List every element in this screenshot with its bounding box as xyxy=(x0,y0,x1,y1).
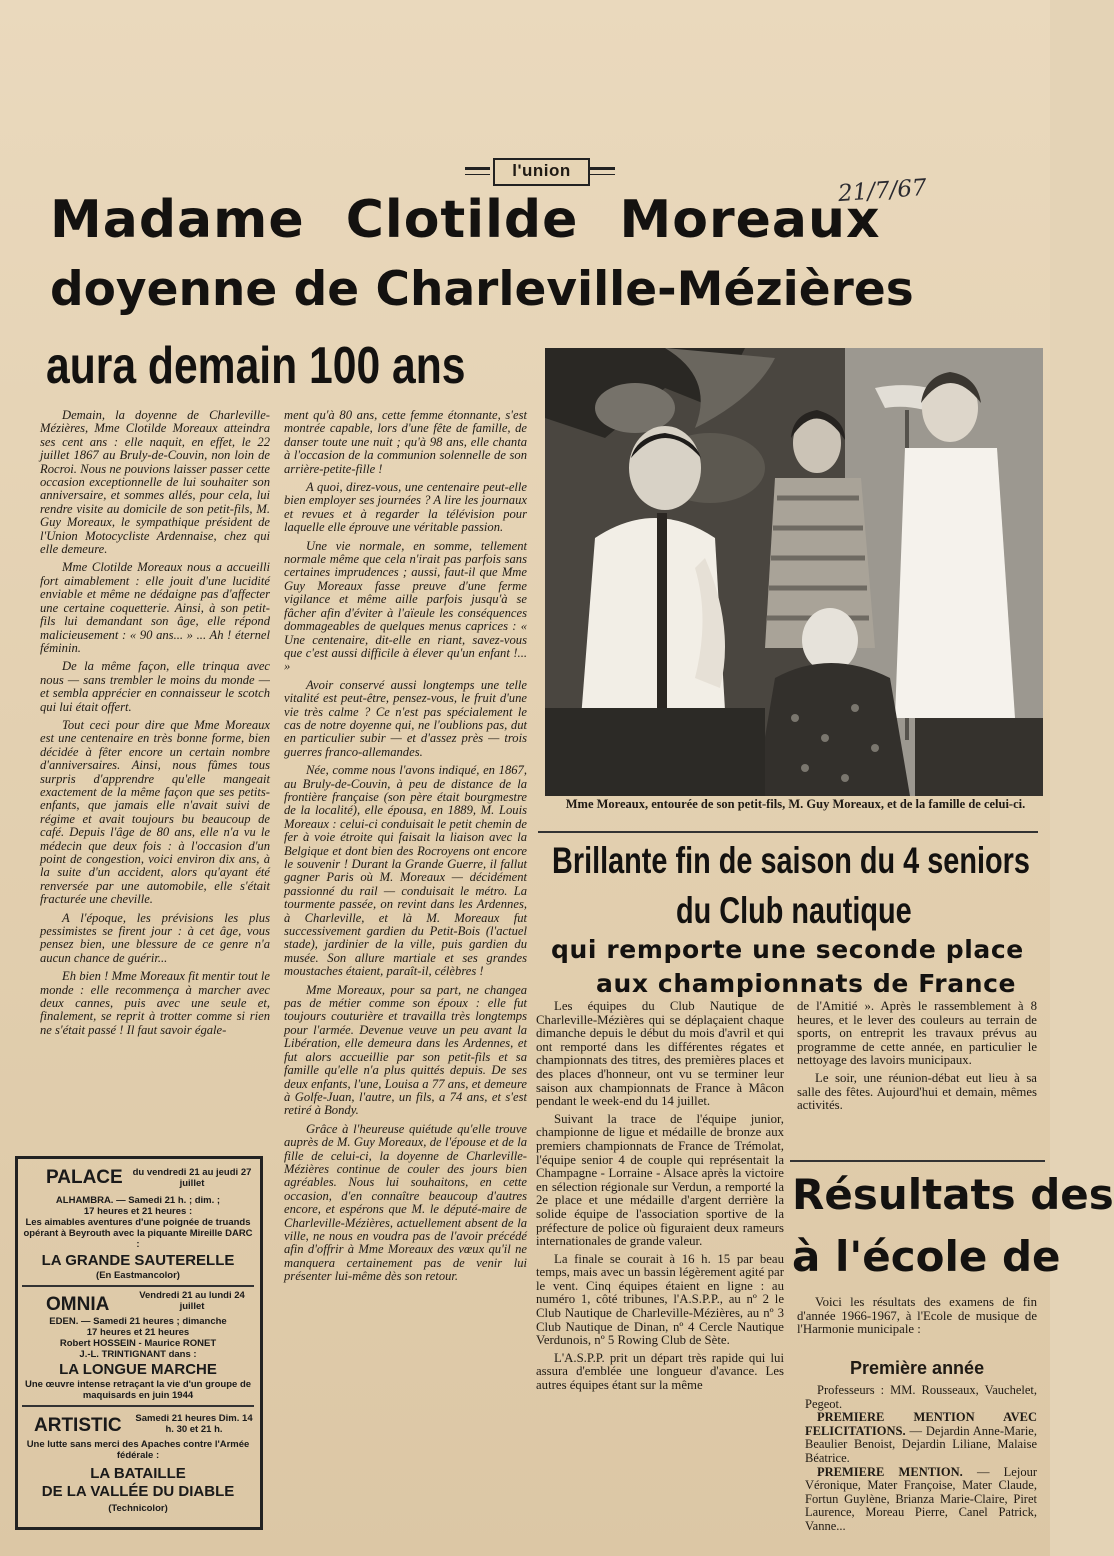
ad-artistic-film-2: DE LA VALLÉE DU DIABLE xyxy=(41,1483,235,1500)
ad-artistic xyxy=(22,1409,254,1521)
ad-omnia-line-3: Robert HOSSEIN - Maurice RONET xyxy=(59,1338,217,1349)
article2-headline-1: Brillante fin de saison du 4 seniors xyxy=(552,840,1030,881)
ad-palace-line-3: Les aimables aventures d'une poignée de truands opérant à Beyrouth avec la piquante Mireille DARC : xyxy=(23,1217,253,1250)
paragraph: La finale se courait à 16 h. 15 par beau temps, mais avec un bassin légèrement agité par le vent. Cinq équipes étaient en ligne : au numéro 1, côté tribunes, l'A.S.P.P., au nº 2 le Club Nautique de Charleville-Mézières, au nº 3 Club Nautique de Dinan, nº 4 Cercle Nautique Verdunois, nº 5 Rowing Club de Sète. xyxy=(536,1251,784,1348)
ad-palace-venue: PALACE xyxy=(46,1167,123,1188)
article2-column-1 xyxy=(536,1000,784,1397)
ad-omnia-dates: Vendredi 21 au lundi 24 juillet xyxy=(139,1290,245,1312)
paragraph: Grâce à l'heureuse quiétude qu'elle trouve auprès de M. Guy Moreaux, de l'épouse et de la fille de celui-ci, la doyenne de Charleville-Mézières continue de couler des jours bien agréables. Nous lui souhaitons, en cette occasion, d'en connaître beaucoup d'autres encore, et espérons que M. le député-maire de Charleville-Mézières, actuellement absent de la ville, ne nous en voudra pas de l'avoir précédé afin d'offrir à Mme Moreaux des vœux qu'il ne manquera certainement pas de venir lui présenter lui-même dès son retour. xyxy=(284,1121,527,1284)
paragraph: Mme Moreaux, pour sa part, ne changea pas de métier comme son époux : elle fut toujours couturière et travailla très longtemps pour l'armée. Devenue veuve un peu avant la Libération, elle demeura dans les Ardennes, et fut alors accueillie par son petit-fils et sa famille qu'elle n'a plus quittés depuis. De ses deux enfants, l'une, Louisa a 77 ans, et demeure à Golfe-Juan, l'autre, un fils, a 74 ans, et s'est retiré à Bondy. xyxy=(284,982,527,1118)
cinema-listings xyxy=(15,1156,263,1530)
paragraph: Voici les résultats des examens de fin d'année 1966-1967, à l'Ecole de musique de l'Harmonie municipale : xyxy=(797,1295,1037,1337)
headline-line-1: Madame Clotilde Moreaux xyxy=(50,190,881,250)
ad-palace-film: LA GRANDE SAUTERELLE xyxy=(41,1252,235,1269)
article3-results xyxy=(805,1384,1037,1534)
family-photo xyxy=(545,348,1043,796)
masthead-rule-right-thin xyxy=(590,174,615,175)
masthead-rule-left-thin xyxy=(465,174,490,175)
section-rule xyxy=(538,831,1038,833)
paragraph: Avoir conservé aussi longtemps une telle vitalité est peut-être, pensez-vous, le fruit d'une vie très calme ? Ce n'est pas spécialement le cas de notre doyenne qui, ne l'oublions pas, dut en particulier subir — et d'assez près — trois guerres franco-allemandes. xyxy=(284,677,527,759)
paragraph: Suivant la trace de l'équipe junior, championne de ligue et médaille de bronze aux premiers championnats de France de Trémolat, l'équipe senior 4 de couple qui représentait la Champagne - Lorraine - Alsace après la victoire en sélection régionale sur Verdun, a remporté la 2e place et une médaille d'argent derrière la solide équipe de l'association sportive de la préfecture de police où figuraient deux rameurs internationales de grande valeur. xyxy=(536,1111,784,1249)
ad-artistic-venue: ARTISTIC xyxy=(34,1415,122,1436)
article3-headline-1: Résultats des xyxy=(792,1170,1114,1219)
paragraph: Née, comme nous l'avons indiqué, en 1867, au Bruly-de-Couvin, à peu de distance de la frontière française (son père était bourgmestre de la localité), elle épousa, en 1889, M. Louis Moreaux : celui-ci conduisait le petit chemin de fer à voie étroite qui faisait la liaison avec la Belgique et dont bien des Rocroyens ont encore le souvenir ! Durant la Grande Guerre, il fallut gagner Paris où M. Moreaux — décidément passionné du rail — conduisait le métro. La tourmente passée, on revint dans les Ardennes, à Charleville, et là M. Moreaux fut successivement gardien du Petit-Bois (l'actuel stade), jardinier de la ville, puis gardien du musée. Son allure martiale et ses grandes moustaches étaient, paraît-il, célèbres ! xyxy=(284,763,527,979)
handwritten-date: 21/7/67 xyxy=(837,174,928,208)
article-column-2 xyxy=(284,409,527,1289)
family-photo-image xyxy=(545,348,1043,796)
professors: Professeurs : MM. Rousseaux, Vauchelet, Pegeot. xyxy=(805,1383,1037,1411)
article2-subhead-2: aux championnats de France xyxy=(596,969,1017,998)
ad-divider xyxy=(22,1285,254,1287)
ad-artistic-line-1: Une lutte sans merci des Apaches contre l'Armée fédérale : xyxy=(26,1439,250,1461)
paragraph: A l'époque, les prévisions les plus pessimistes se firent jour : à cet âge, vous pensez bien, une blessure de ce genre n'a aucun chance de guérir... xyxy=(40,910,270,965)
mention-2-names: — Lejour Véronique, Mater Françoise, Mater Claude, Fortun Guylène, Brianza Marie-Claire, Piret Laurence, Moreau Pierre, Canel Patrick, Vanne... xyxy=(805,1464,1037,1533)
paragraph: A quoi, direz-vous, une centenaire peut-elle bien employer ses journées ? A lire les journaux et revues et à regarder la télévision pour laquelle elle éprouve une véritable passion. xyxy=(284,480,527,535)
paragraph: Une vie normale, en somme, tellement normale même que cela n'irait pas parfois sans certaines imprudences ; aussi, faut-il que Mme Guy Moreaux fasse preuve d'une ferme vigilance et même aille parfois jusqu'à se fâcher afin d'éviter à l'aïeule les conséquences dommageables de quelques menus caprices : « Une centenaire, dit-elle en riant, savez-vous que c'est aussi difficile à élever qu'un enfant !... » xyxy=(284,538,527,674)
article3-intro xyxy=(797,1296,1037,1341)
masthead-rule-right xyxy=(590,167,615,170)
ad-palace xyxy=(22,1165,254,1285)
ad-palace-line-2: 17 heures et 21 heures : xyxy=(83,1206,193,1217)
section-rule xyxy=(790,1160,1045,1162)
masthead: l'union xyxy=(493,158,590,186)
masthead-rule-left xyxy=(465,167,490,170)
ad-omnia-line-1: EDEN. — Samedi 21 heures ; dimanche xyxy=(49,1316,227,1327)
headline-line-2: doyenne de Charleville-Mézières xyxy=(50,262,914,317)
photo-caption: Mme Moreaux, entourée de son petit-fils, M. Guy Moreaux, et de la famille de celui-ci. xyxy=(565,797,1026,811)
ad-palace-format: (En Eastmancolor) xyxy=(96,1270,180,1281)
article2-subhead-1: qui remporte une seconde place xyxy=(551,935,1024,964)
paragraph: de l'Amitié ». Après le rassemblement à 8 heures, et le lever des couleurs au terrain de sports, on entreprit les travaux prévus au programme de cette année, en particulier le nettoyage des lavoirs municipaux. xyxy=(797,999,1037,1068)
ad-omnia-desc: Une œuvre intense retraçant la vie d'un groupe de maquisards en juin 1944 xyxy=(24,1379,252,1401)
paragraph: Tout ceci pour dire que Mme Moreaux est une centenaire en très bonne forme, bien décidée à fêter encore un certain nombre d'anniversaires. Ainsi, nous fûmes tous surpris d'apprendre qu'elle mangeait exactement de la même façon que ses petits-enfants, que jamais elle n'avait suivi de régime et avait toujours bu beaucoup de café. Depuis l'âge de 80 ans, elle n'a vu le médecin que deux fois : à l'occasion d'un point de congestion, voici environ dix ans, à la suite d'un accident, alors qu'ayant été renversée par une automobile, elle s'était fracturée une cheville. xyxy=(40,717,270,907)
ad-artistic-film-1: LA BATAILLE xyxy=(90,1465,186,1482)
article2-headline-2: du Club nautique xyxy=(676,890,912,931)
mention-1-label: PREMIERE MENTION AVEC FELICITATIONS. xyxy=(805,1410,1037,1438)
mention-1-names: — Dejardin Anne-Marie, Beaulier Benoist, Dejardin Liliane, Malaise Béatrice. xyxy=(805,1423,1037,1465)
ad-artistic-format: (Technicolor) xyxy=(108,1503,168,1514)
paragraph: ment qu'à 80 ans, cette femme étonnante, s'est montrée capable, lors d'une fête de famille, de danser toute une nuit ; qu'à 98 ans, elle chanta à l'occasion de la communion solennelle de son arrière-petite-fille ! xyxy=(284,408,527,476)
ad-artistic-dates: Samedi 21 heures Dim. 14 h. 30 et 21 h. xyxy=(135,1413,253,1435)
ad-omnia-film: LA LONGUE MARCHE xyxy=(59,1361,217,1378)
article2-column-2 xyxy=(797,1000,1037,1117)
article3-section-heading: Première année xyxy=(850,1358,985,1378)
mention-1 xyxy=(805,1411,1037,1465)
paragraph: L'A.S.P.P. prit un départ très rapide qui lui assura d'emblée une longueur d'avance. Les autres équipes étant sur la même xyxy=(536,1350,784,1393)
mention-2 xyxy=(805,1466,1037,1534)
paragraph: Les équipes du Club Nautique de Charleville-Mézières qui se déplaçaient chaque dimanche depuis le début du mois d'avril et qui ont remporté dans les différentes régates et championnats des titres, des premières places et des places d'honneur, ont vu se terminer leur saison aux championnats de France à Mâcon pendant le week-end du 14 juillet. xyxy=(536,999,784,1109)
paragraph: Mme Clotilde Moreaux nous a accueilli fort aimablement : elle jouit d'une lucidité enviable et même ne dédaigne pas d'affecter une certaine coquetterie. Ainsi, à son petit-fils lui demandant son âge, elle répond malicieusement : « 90 ans... » ... Ah ! éternel féminin. xyxy=(40,560,270,655)
ad-palace-dates: du vendredi 21 au jeudi 27 juillet xyxy=(132,1167,252,1189)
paragraph: De la même façon, elle trinqua avec nous — sans trembler le moins du monde — et sembla apprécier en connaisseur le scotch qui lui était offert. xyxy=(40,659,270,714)
ad-omnia-line-2: 17 heures et 21 heures xyxy=(86,1327,190,1338)
article-column-1 xyxy=(40,409,270,1042)
headline-line-3: aura demain 100 ans xyxy=(46,337,466,395)
ad-omnia-venue: OMNIA xyxy=(46,1294,110,1315)
paragraph: Demain, la doyenne de Charleville-Mézières, Mme Clotilde Moreaux atteindra ses cent ans : elle naquit, en effet, le 22 juillet 1867 au Bruly-de-Couvin, non loin de Rocroi. Nous ne pouvions laisser passer cette occasion exceptionnelle de lui souhaiter son anniversaire, et sommes allés, pour cela, lui rendre visite au domicile de son petit-fils, M. Guy Moreaux, le sympathique président de l'Union Motocycliste Ardennaise, chez qui elle demeure. xyxy=(40,408,270,557)
ad-divider xyxy=(22,1405,254,1407)
ad-omnia-line-4: J.-L. TRINTIGNANT dans : xyxy=(79,1349,197,1360)
mention-2-label: PREMIERE MENTION. xyxy=(817,1464,963,1479)
ad-omnia xyxy=(22,1290,254,1402)
ad-palace-line-1: ALHAMBRA. — Samedi 21 h. ; dim. ; xyxy=(55,1195,221,1206)
paragraph: Eh bien ! Mme Moreaux fit mentir tout le monde : elle recommença à marcher avec deux cannes, puis avec une seule et, finalement, se reprit à trotter comme si rien ne s'était passé ! Il faut savoir égale- xyxy=(40,969,270,1037)
article3-headline-2: à l'école de xyxy=(792,1232,1061,1281)
paragraph: Le soir, une réunion-débat eut lieu à sa salle des fêtes. Aujourd'hui et demain, mêmes activités. xyxy=(797,1070,1037,1113)
